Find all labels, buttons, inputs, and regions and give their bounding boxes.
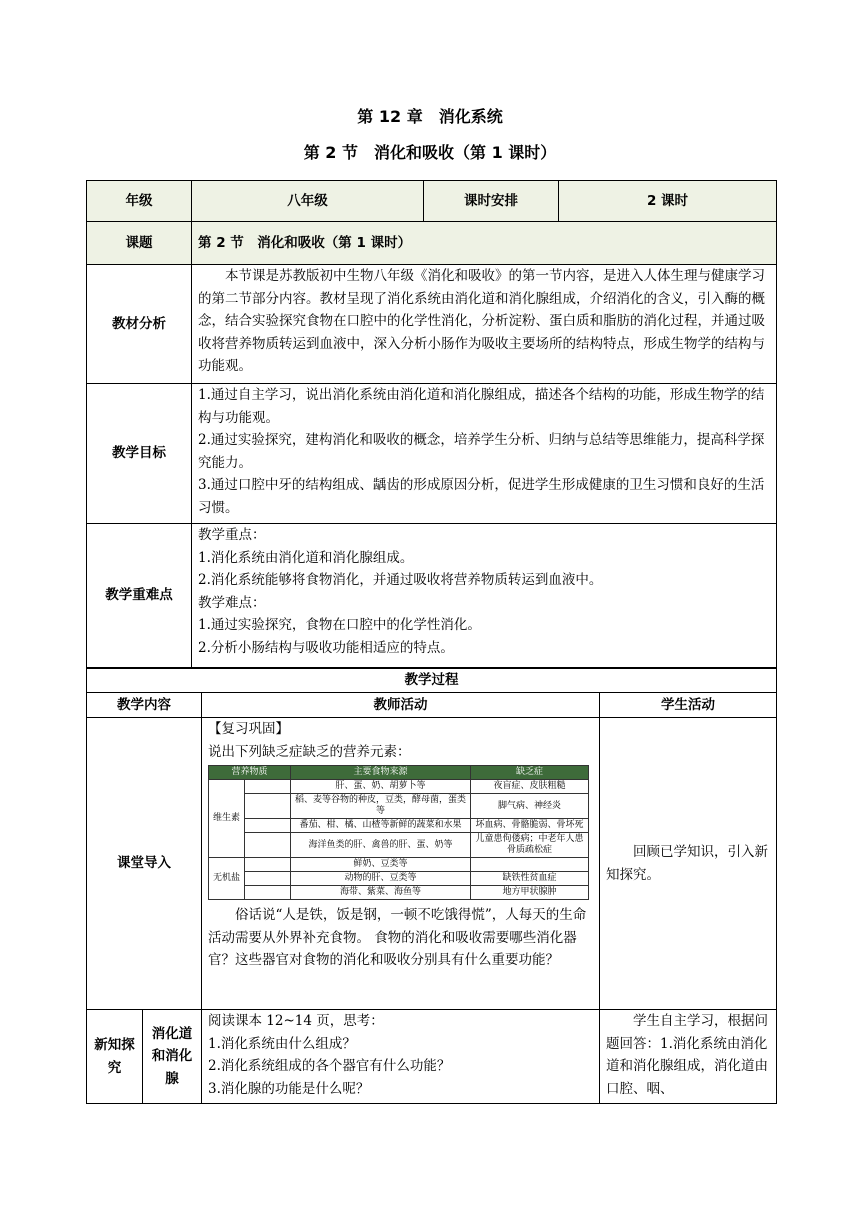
nutrient-disease: 地方甲状腺肿 bbox=[471, 886, 589, 900]
nutrient-source: 海带、紫菜、海鱼等 bbox=[291, 886, 471, 900]
process-table bbox=[86, 668, 777, 1104]
key-list bbox=[192, 524, 777, 668]
key-line: 1.通过实验探究，食物在口腔中的化学性消化。 bbox=[198, 617, 481, 633]
topic-label: 课题 bbox=[87, 222, 192, 265]
review-heading: 【复习巩固】 bbox=[208, 721, 289, 737]
nutrient-header: 营养物质 bbox=[209, 766, 291, 780]
new-teacher bbox=[202, 1010, 600, 1104]
section-title: 第 2 节 消化和吸收（第 1 课时） bbox=[303, 143, 557, 162]
new-teacher-line: 2.消化系统组成的各个器官有什么功能？ bbox=[208, 1058, 451, 1074]
new-teacher-line: 1.消化系统由什么组成？ bbox=[208, 1035, 356, 1052]
key-line: 教学重点： bbox=[198, 527, 266, 543]
key-line: 2.消化系统能够将食物消化，并通过吸收将营养物质转运到血液中。 bbox=[198, 572, 603, 588]
nutrient-disease: 夜盲症、皮肤粗糙 bbox=[471, 780, 589, 794]
group-vitamin: 维生素 bbox=[209, 780, 245, 858]
topic-value: 第 2 节 消化和吸收（第 1 课时） bbox=[192, 222, 777, 265]
intro-student: 回顾已学知识，引入新知探究。 bbox=[600, 718, 777, 1010]
new-teacher-line: 阅读课本 12~14 页，思考： bbox=[208, 1013, 384, 1029]
analysis-text: 本节课是苏教版初中生物八年级《消化和吸收》的第一节内容，是进入人体生理与健康学习的第二节部分内容。教材呈现了消化系统由消化道和消化腺组成，介绍消化的含义，引入酶的概念，结合实验探究食物在口腔中的化学性消化，分析淀粉、蛋白质和脂肪的消化过程，并通过吸收将营养物质转运到血液中，深入分析小肠作为吸收主要场所的结构特点，形成生物学的结构与功能观。 bbox=[192, 265, 777, 384]
new-teacher-line: 3.消化腺的功能是什么呢？ bbox=[208, 1080, 370, 1097]
nutrient-disease: 坏血病、骨骼脆弱、骨坏死 bbox=[471, 819, 589, 833]
col-content: 教学内容 bbox=[87, 693, 202, 718]
nutrient-disease: 缺铁性贫血症 bbox=[471, 872, 589, 886]
key-label: 教学重难点 bbox=[87, 524, 192, 668]
intro-teacher bbox=[202, 718, 600, 1010]
grade-value: 八年级 bbox=[192, 181, 424, 222]
intro-paragraph: 俗话说“人是铁，饭是钢，一顿不吃饿得慌”，人每天的生命活动需要从外界补充食物。 食物的消化和吸收需要哪些消化器官？这些器官对食物的消化和吸收分别具有什么重要功能？ bbox=[208, 907, 587, 968]
nutrient-header: 主要食物来源 bbox=[291, 766, 471, 780]
nutrient-header: 缺乏症 bbox=[471, 766, 589, 780]
nutrient-source: 海洋鱼类的肝、禽兽的肝、蛋、奶等 bbox=[291, 833, 471, 858]
process-title: 教学过程 bbox=[87, 669, 777, 693]
key-line: 2.分析小肠结构与吸收功能相适应的特点。 bbox=[198, 639, 454, 656]
goal-item: 2.通过实验探究，建构消化和吸收的概念，培养学生分析、归纳与总结等思维能力，提高科学探究能力。 bbox=[198, 432, 765, 471]
grade-label: 年级 bbox=[87, 181, 192, 222]
new-label: 新知探究 bbox=[87, 1010, 143, 1104]
intro-label: 课堂导入 bbox=[87, 718, 202, 1010]
analysis-label: 教材分析 bbox=[87, 265, 192, 384]
nutrient-table bbox=[208, 765, 589, 900]
info-table bbox=[86, 180, 777, 668]
key-line: 教学难点： bbox=[198, 594, 266, 611]
nutrient-source: 稻、麦等谷物的种皮，豆类，酵母菌，蛋类等 bbox=[291, 794, 471, 819]
goals-list bbox=[192, 384, 777, 524]
new-student: 学生自主学习，根据问题回答：1.消化系统由消化道和消化腺组成，消化道由口腔、咽、 bbox=[600, 1010, 777, 1104]
group-mineral: 无机盐 bbox=[209, 858, 245, 900]
new-sublabel: 消化道和消化腺 bbox=[143, 1010, 202, 1104]
nutrient-disease: 儿童患佝偻病；中老年人患骨质疏松症 bbox=[471, 833, 589, 858]
goal-item: 3.通过口腔中牙的结构组成、龋齿的形成原因分析，促进学生形成健康的卫生习惯和良好的生活习惯。 bbox=[198, 477, 765, 516]
hours-value: 2 课时 bbox=[559, 181, 777, 222]
nutrient-source: 动物的肝、豆类等 bbox=[291, 872, 471, 886]
nutrient-source: 鲜奶、豆类等 bbox=[291, 858, 471, 872]
goals-label: 教学目标 bbox=[87, 384, 192, 524]
nutrient-source: 肝、蛋、奶、胡萝卜等 bbox=[291, 780, 471, 794]
hours-label: 课时安排 bbox=[424, 181, 559, 222]
col-student: 学生活动 bbox=[600, 693, 777, 718]
nutrient-disease bbox=[471, 858, 589, 872]
review-question: 说出下列缺乏症缺乏的营养元素： bbox=[208, 743, 411, 760]
key-line: 1.消化系统由消化道和消化腺组成。 bbox=[198, 549, 414, 566]
nutrient-source: 番茄、柑、橘、山楂等新鲜的蔬菜和水果 bbox=[291, 819, 471, 833]
goal-item: 1.通过自主学习，说出消化系统由消化道和消化腺组成，描述各个结构的功能，形成生物学的结构与功能观。 bbox=[198, 387, 765, 426]
chapter-title: 第 12 章 消化系统 bbox=[357, 107, 503, 126]
col-teacher: 教师活动 bbox=[202, 693, 600, 718]
nutrient-disease: 脚气病、神经炎 bbox=[471, 794, 589, 819]
